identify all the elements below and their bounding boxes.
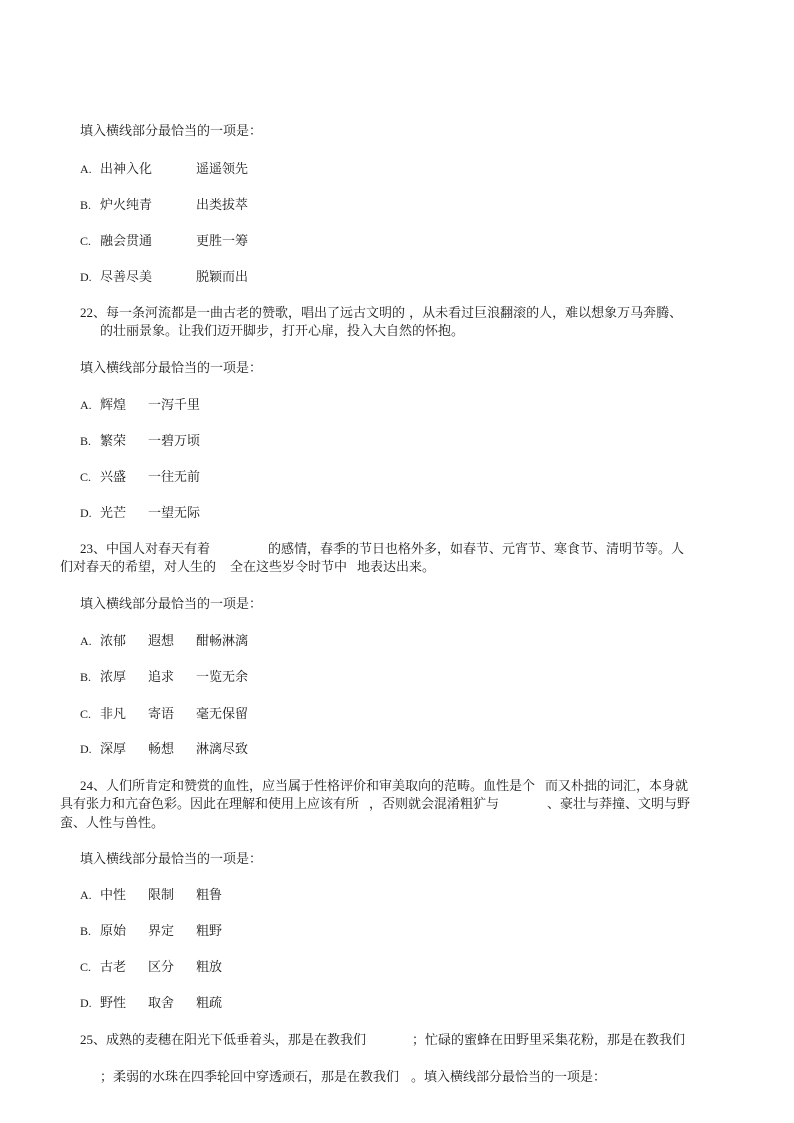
q25-text-2b: 。填入横线部分最恰当的一项是：	[411, 1070, 607, 1085]
option-word-2: 界定	[148, 924, 175, 939]
q25-text-2a: ；柔弱的水珠在四季轮回中穿透顽石，那是在教我们	[100, 1070, 400, 1085]
option-key: A.	[80, 162, 92, 176]
q21-option-a[interactable]	[80, 161, 248, 178]
option-word-1: 中性	[100, 888, 127, 903]
option-key: D.	[80, 506, 92, 520]
q21-option-d[interactable]	[80, 269, 248, 286]
option-word-2: 追求	[148, 670, 175, 685]
option-key: A.	[80, 888, 92, 902]
option-word-3: 毫无保留	[196, 707, 249, 722]
option-word-2: 更胜一筹	[196, 234, 249, 249]
option-key: B.	[80, 434, 92, 448]
q22-text-1: 每一条河流都是一曲古老的赞歌，唱出了远古文明的 ，从未看过巨浪翻滚的人，难以想象万马奔腾、	[106, 306, 683, 321]
q23-text-1b: 的感情，春季的节日也格外多，如春节、元宵节、寒食节、清明节等。人	[268, 542, 685, 557]
option-word-3: 淋漓尽致	[196, 742, 249, 757]
q22-stem-line-1	[80, 305, 682, 322]
question-number: 23、	[80, 541, 107, 556]
q23-prompt: 填入横线部分最恰当的一项是：	[80, 597, 263, 612]
option-word-1: 浓郁	[100, 634, 127, 649]
option-word-1: 炉火纯青	[100, 198, 153, 213]
q21-option-c[interactable]	[80, 233, 248, 250]
q23-option-d[interactable]	[80, 741, 248, 758]
option-word-2: 遐想	[148, 634, 175, 649]
q22-option-b[interactable]	[80, 433, 200, 450]
q24-stem-line-3: 蛮、人性与兽性。	[60, 816, 165, 831]
q24-prompt: 填入横线部分最恰当的一项是：	[80, 852, 263, 867]
q24-text-1b: 而又朴拙的词汇，本身就	[545, 779, 689, 794]
option-key: D.	[80, 996, 92, 1010]
q24-option-d[interactable]	[80, 995, 222, 1012]
q24-text-2c: 、豪壮与莽撞、文明与野	[547, 797, 691, 812]
option-word-1: 浓厚	[100, 670, 127, 685]
q23-stem-line-2	[60, 560, 435, 576]
option-word-2: 一泻千里	[148, 398, 201, 413]
option-word-1: 辉煌	[100, 398, 127, 413]
q23-text-2b: 全在这些岁令时节中	[230, 560, 348, 575]
q23-text-2c: 地表达出来。	[357, 560, 436, 575]
q22-option-c[interactable]	[80, 469, 200, 486]
option-word-3: 粗放	[196, 960, 223, 975]
q24-text-2a: 具有张力和亢奋色彩。因此在理解和使用上应该有所	[60, 797, 360, 812]
option-key: D.	[80, 742, 92, 756]
question-number: 22、	[80, 305, 107, 320]
option-key: B.	[80, 924, 92, 938]
q23-option-b[interactable]	[80, 669, 248, 686]
option-word-2: 一碧万顷	[148, 434, 201, 449]
option-word-3: 粗鲁	[196, 888, 223, 903]
question-number: 25、	[80, 1032, 107, 1047]
option-word-1: 尽善尽美	[100, 270, 153, 285]
q24-stem-line-1	[80, 778, 688, 795]
option-key: A.	[80, 398, 92, 412]
option-key: B.	[80, 670, 92, 684]
q21-prompt: 填入横线部分最恰当的一项是：	[80, 124, 263, 139]
option-word-1: 原始	[100, 924, 127, 939]
q24-option-a[interactable]	[80, 887, 222, 904]
option-word-1: 繁荣	[100, 434, 127, 449]
option-word-2: 一往无前	[148, 470, 201, 485]
option-word-3: 粗野	[196, 924, 223, 939]
q25-text-1a: 成熟的麦穗在阳光下低垂着头，那是在教我们	[106, 1033, 367, 1048]
q24-text-2b: ，否则就会混淆粗犷与	[369, 797, 500, 812]
option-word-2: 遥遥领先	[196, 162, 249, 177]
option-word-1: 深厚	[100, 742, 127, 757]
option-word-1: 古老	[100, 960, 127, 975]
q22-stem-line-2: 的壮丽景象。让我们迈开脚步，打开心扉，投入大自然的怀抱。	[100, 324, 465, 339]
option-word-1: 光芒	[100, 506, 127, 521]
option-word-2: 寄语	[148, 707, 175, 722]
q24-option-b[interactable]	[80, 923, 222, 940]
q22-prompt: 填入横线部分最恰当的一项是：	[80, 361, 263, 376]
option-word-2: 限制	[148, 888, 175, 903]
option-word-1: 非凡	[100, 707, 127, 722]
q23-option-c[interactable]	[80, 706, 248, 723]
option-key: C.	[80, 960, 92, 974]
q23-text-1a: 中国人对春天有着	[106, 542, 211, 557]
q25-stem-line-2	[100, 1070, 606, 1086]
q22-option-a[interactable]	[80, 397, 200, 414]
option-key: C.	[80, 470, 92, 484]
option-word-1: 兴盛	[100, 470, 127, 485]
q23-stem-line-1	[80, 541, 684, 558]
option-word-2: 一望无际	[148, 506, 201, 521]
option-word-2: 脱颖而出	[196, 270, 249, 285]
option-word-1: 融会贯通	[100, 234, 153, 249]
q21-option-b[interactable]	[80, 197, 248, 214]
q24-text-1a: 人们所肯定和赞赏的血性，应当属于性格评价和审美取向的范畴。血性是个	[106, 779, 536, 794]
option-word-2: 区分	[148, 960, 175, 975]
q23-option-a[interactable]	[80, 633, 248, 650]
option-word-2: 畅想	[148, 742, 175, 757]
option-key: A.	[80, 634, 92, 648]
option-key: B.	[80, 198, 92, 212]
q23-text-2a: 们对春天的希望，对人生的	[60, 560, 217, 575]
option-word-3: 一览无余	[196, 670, 249, 685]
q22-option-d[interactable]	[80, 505, 200, 522]
option-word-2: 出类拔萃	[196, 198, 249, 213]
option-word-2: 取舍	[148, 996, 175, 1011]
q24-stem-line-2	[60, 797, 690, 813]
question-number: 24、	[80, 778, 107, 793]
q25-text-1b: ；忙碌的蜜蜂在田野里采集花粉，那是在教我们	[412, 1033, 686, 1048]
option-key: C.	[80, 234, 92, 248]
option-key: D.	[80, 270, 92, 284]
option-word-1: 出神入化	[100, 162, 153, 177]
q25-stem-line-1	[80, 1032, 685, 1049]
option-word-3: 酣畅淋漓	[196, 634, 249, 649]
q24-option-c[interactable]	[80, 959, 222, 976]
option-word-3: 粗疏	[196, 996, 223, 1011]
option-key: C.	[80, 707, 92, 721]
option-word-1: 野性	[100, 996, 127, 1011]
